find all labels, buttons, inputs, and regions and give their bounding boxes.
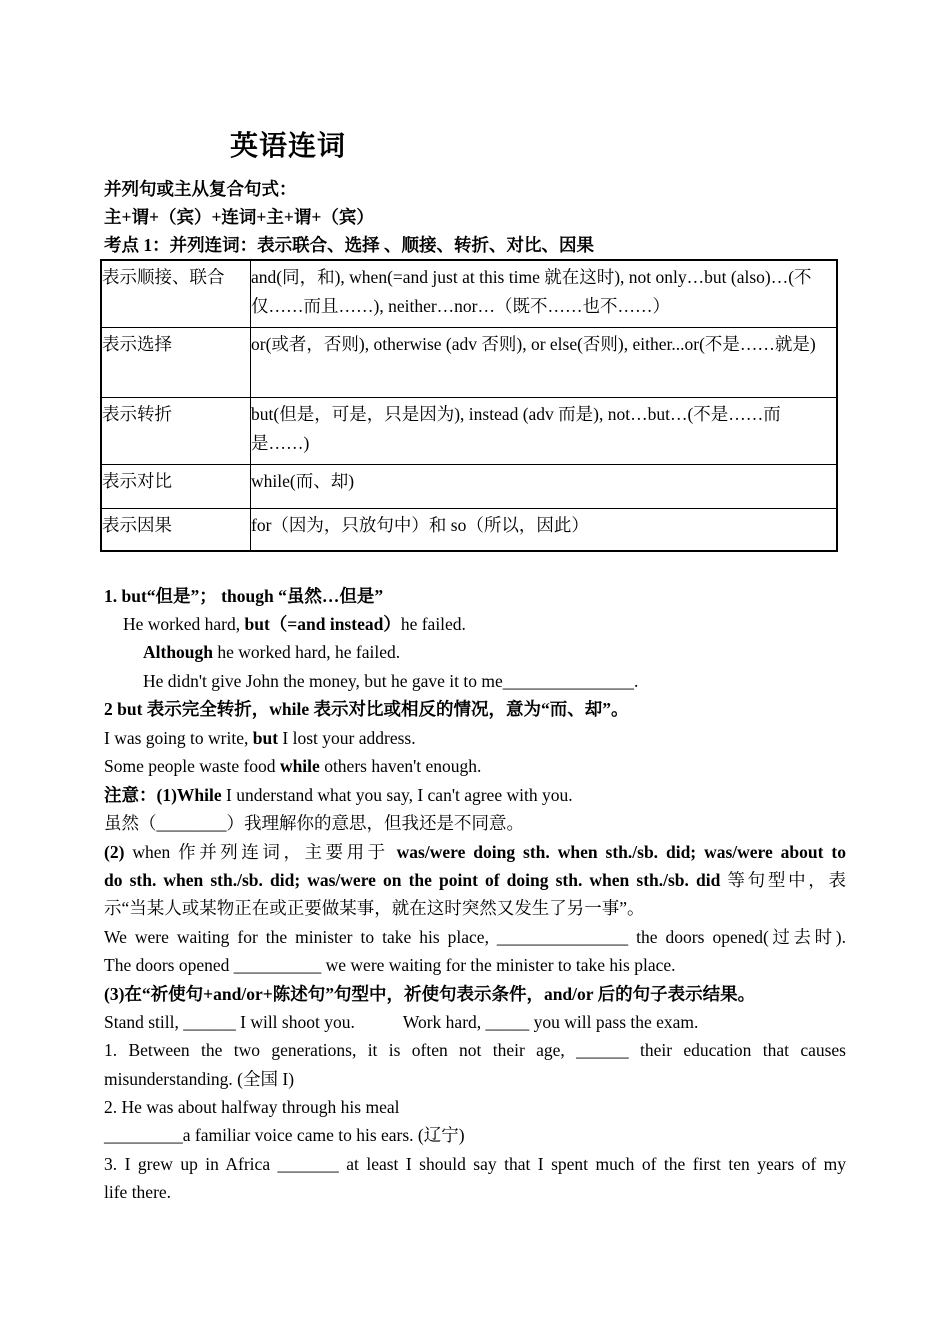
note-translation: 虽然（________）我理解你的意思，但我还是不同意。 [104,813,524,833]
note-2-line-1: (2) when 作并列连词，主要用于 was/were doing sth. when sth./sb. did; was/were about to [104,842,846,862]
example-sentence: We were waiting for the minister to take his place, _______________ the doors opened(过去时). [104,927,846,947]
row-value: for（因为，只放句中）和 so（所以，因此） [251,508,838,551]
section-2-heading: 2 but 表示完全转折，while 表示对比或相反的情况，意为“而、却”。 [104,699,629,719]
row-label: 表示选择 [101,327,251,397]
note-2-line-2: do sth. when sth./sb. did; was/were on the point of doing sth. when sth./sb. did 等句型中，表 [104,870,846,890]
row-label: 表示因果 [101,508,251,551]
example-sentence: He didn't give John the money, but he gave it to me_______________. [143,671,639,691]
table-row [101,327,837,397]
row-label: 表示转折 [101,397,251,464]
note-3-heading: (3)在“祈使句+and/or+陈述句”句型中，祈使句表示条件，and/or 后的句子表示结果。 [104,984,756,1004]
exercise-3-line-1: 3. I grew up in Africa _______ at least I should say that I spent much of the first ten years of my [104,1154,846,1174]
example-sentence: Although he worked hard, he failed. [143,642,401,662]
exercise-1-line-1: 1. Between the two generations, it is often not their age, ______ their education that causes [104,1040,846,1060]
row-value: and(同，和), when(=and just at this time 就在这时), not only…but (also)…(不仅……而且……), neither…nor…（既不……也不……） [251,260,838,327]
intro-line-3: 考点 1：并列连词：表示联合、选择 、顺接、转折、对比、因果 [104,235,594,255]
note-2-line-3: 示“当某人或某物正在或正要做某事，就在这时突然又发生了另一事”。 [104,898,645,918]
example-sentence: Some people waste food while others haven't enough. [104,756,482,776]
section-1-heading: 1. but“但是”； though “虽然…但是” [104,586,384,606]
exercise-3-line-2: life there. [104,1182,172,1202]
intro-line-2: 主+谓+（宾）+连词+主+谓+（宾） [104,207,374,227]
row-label: 表示对比 [101,464,251,508]
exercise-2-line-1: 2. He was about halfway through his meal [104,1097,400,1117]
intro-line-1: 并列句或主从复合句式： [104,179,297,199]
note-line: 注意：(1)While I understand what you say, I can't agree with you. [104,785,573,805]
table-row [101,508,837,551]
row-value: while(而、却) [251,464,838,508]
row-value: but(但是，可是，只是因为), instead (adv 而是), not…but…(不是……而是……) [251,397,838,464]
example-sentence: He worked hard, but（=and instead）he failed. [123,614,466,634]
row-value: or(或者，否则), otherwise (adv 否则), or else(否则), either...or(不是……就是) [251,327,838,397]
example-sentence: Stand still, ______ I will shoot you. Work hard, _____ you will pass the exam. [104,1012,699,1032]
page-title: 英语连词 [230,131,347,162]
example-sentence: The doors opened __________ we were waiting for the minister to take his place. [104,955,676,975]
table-row [101,260,837,327]
example-sentence: I was going to write, but I lost your address. [104,728,416,748]
exercise-2-line-2: _________a familiar voice came to his ears. (辽宁) [104,1125,465,1145]
conjunction-table [100,259,838,552]
exercise-1-line-2: misunderstanding. (全国 I) [104,1069,295,1089]
row-label: 表示顺接、联合 [101,260,251,327]
table-row [101,464,837,508]
table-row [101,397,837,464]
